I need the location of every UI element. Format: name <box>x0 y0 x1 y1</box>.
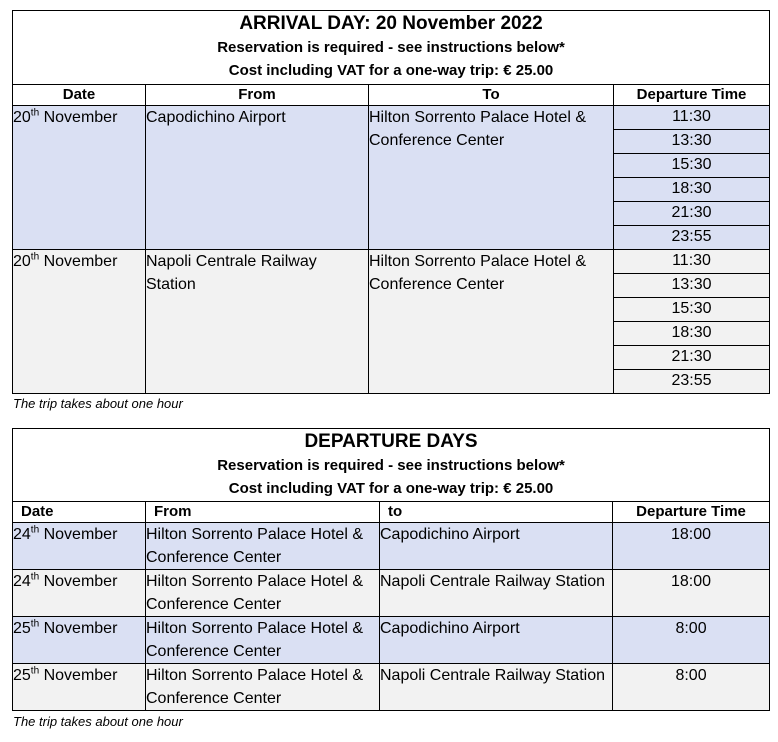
to-cell: Napoli Centrale Railway Station <box>380 570 613 617</box>
time-slot: 11:30 <box>614 106 769 130</box>
from-cell: Hilton Sorrento Palace Hotel & Conference Center <box>146 664 380 711</box>
time-slot: 21:30 <box>614 346 769 370</box>
date-cell: 24th November <box>13 523 146 570</box>
time-slot: 11:30 <box>614 250 769 274</box>
arrival-header-from: From <box>146 85 369 106</box>
arrival-cost: Cost including VAT for a one-way trip: € 25.00 <box>228 62 554 79</box>
from-cell: Hilton Sorrento Palace Hotel & Conference Center <box>146 523 380 570</box>
departure-note: The trip takes about one hour <box>13 714 183 729</box>
time-slot: 15:30 <box>614 154 769 178</box>
departure-reservation: Reservation is required - see instructions below* <box>217 457 565 474</box>
departure-header-row <box>13 502 770 523</box>
time-cell: 18:00 <box>613 570 770 617</box>
time-cell: 8:00 <box>613 617 770 664</box>
departure-table <box>12 428 770 711</box>
time-slot: 18:30 <box>614 322 769 346</box>
date-cell: 25th November <box>13 617 146 664</box>
date-cell: 20th November <box>13 106 146 250</box>
to-cell: Capodichino Airport <box>380 617 613 664</box>
from-cell: Napoli Centrale Railway Station <box>146 250 369 394</box>
time-slot: 23:55 <box>671 228 712 245</box>
to-cell: Napoli Centrale Railway Station <box>380 664 613 711</box>
times-cell <box>614 106 770 250</box>
arrival-note: The trip takes about one hour <box>13 396 183 411</box>
to-cell: Hilton Sorrento Palace Hotel & Conference Center <box>369 106 614 250</box>
arrival-title: ARRIVAL DAY: 20 November 2022 <box>239 13 543 34</box>
from-cell: Hilton Sorrento Palace Hotel & Conference Center <box>146 570 380 617</box>
departure-banner <box>13 429 770 502</box>
time-slot: 23:55 <box>671 372 712 389</box>
date-cell: 20th November <box>13 250 146 394</box>
departure-header-to: to <box>380 502 613 523</box>
table-row <box>13 617 770 664</box>
table-row <box>13 106 770 250</box>
date-cell: 25th November <box>13 664 146 711</box>
times-cell <box>614 250 770 394</box>
time-slot: 18:30 <box>614 178 769 202</box>
table-row <box>13 664 770 711</box>
departure-cost: Cost including VAT for a one-way trip: € 25.00 <box>228 480 554 497</box>
time-slot: 21:30 <box>614 202 769 226</box>
time-cell: 18:00 <box>613 523 770 570</box>
departure-header-date: Date <box>13 502 146 523</box>
table-row <box>13 250 770 394</box>
date-cell: 24th November <box>13 570 146 617</box>
time-slot: 15:30 <box>614 298 769 322</box>
arrival-header-to: To <box>369 85 614 106</box>
time-slot: 13:30 <box>614 274 769 298</box>
from-cell: Capodichino Airport <box>146 106 369 250</box>
departure-title: DEPARTURE DAYS <box>304 431 478 452</box>
departure-header-time: Departure Time <box>613 502 770 523</box>
arrival-header-time: Departure Time <box>614 85 770 106</box>
table-row <box>13 570 770 617</box>
arrival-reservation: Reservation is required - see instructions below* <box>217 39 565 56</box>
arrival-table <box>12 10 770 394</box>
departure-header-from: From <box>146 502 380 523</box>
arrival-header-date: Date <box>13 85 146 106</box>
from-cell: Hilton Sorrento Palace Hotel & Conference Center <box>146 617 380 664</box>
to-cell: Hilton Sorrento Palace Hotel & Conference Center <box>369 250 614 394</box>
arrival-header-row <box>13 85 770 106</box>
time-cell: 8:00 <box>613 664 770 711</box>
time-slot: 13:30 <box>614 130 769 154</box>
arrival-banner <box>13 11 770 85</box>
to-cell: Capodichino Airport <box>380 523 613 570</box>
table-row <box>13 523 770 570</box>
